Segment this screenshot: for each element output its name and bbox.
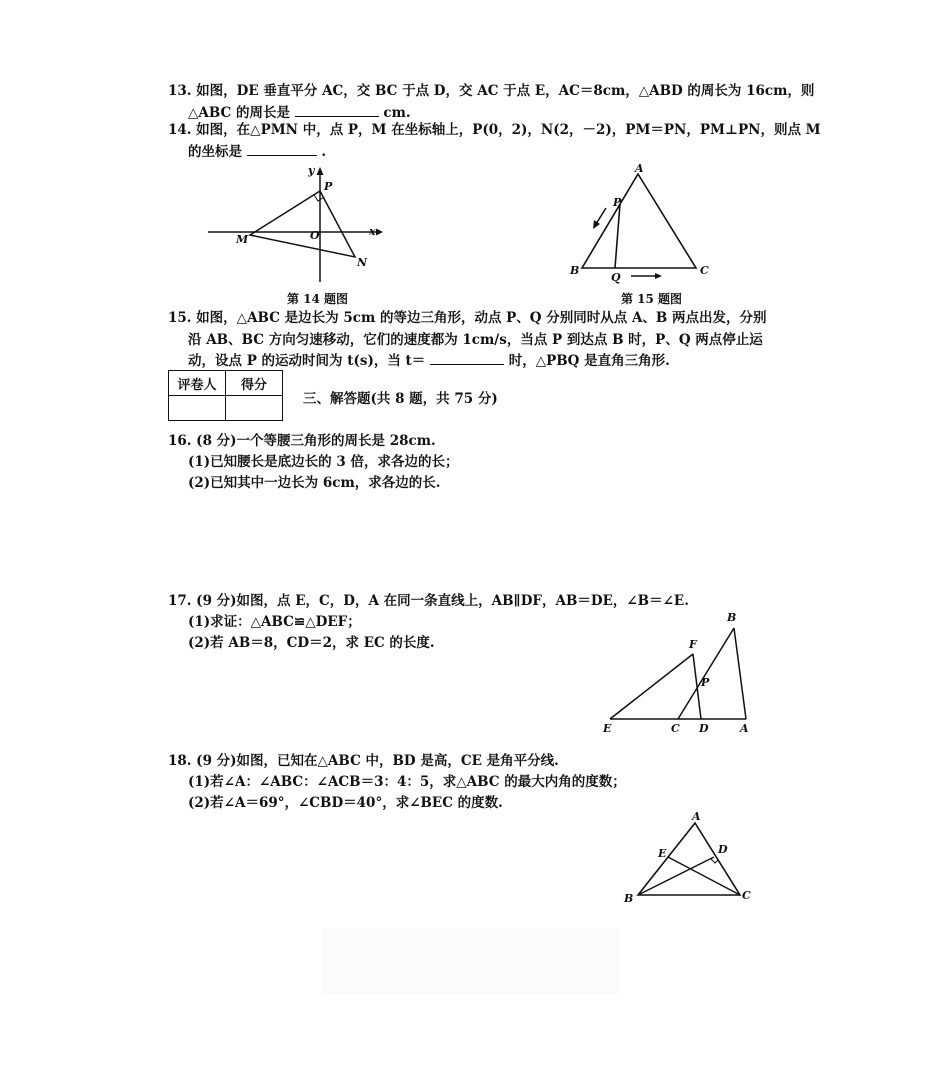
- q14-line2-pre: 的坐标是: [188, 144, 242, 160]
- figure-14: [200, 158, 390, 292]
- q15-answer-blank[interactable]: [430, 352, 504, 365]
- q13-line2: [188, 104, 411, 122]
- q17-line2: (1)求证：△ABC≌△DEF；: [188, 614, 361, 630]
- q14-answer-blank[interactable]: [247, 143, 317, 156]
- q15-line2: 沿 AB、BC 方向匀速移动，它们的速度都为 1cm/s，当点 P 到达点 B 时，P、Q 两点停止运: [188, 332, 763, 348]
- fig18-label-c: C: [742, 889, 751, 902]
- q17-line3: (2)若 AB＝8，CD＝2，求 EC 的长度.: [188, 635, 435, 651]
- fig17-label-e: E: [603, 722, 612, 735]
- q13-line2-post: cm.: [383, 105, 411, 121]
- q13-line1: 13. 如图，DE 垂直平分 AC，交 BC 于点 D，交 AC 于点 E，AC＝8cm，△ABD 的周长为 16cm，则: [168, 83, 815, 99]
- q14-line2-post: .: [321, 144, 327, 160]
- fig14-caption: 第 14 题图: [287, 292, 349, 306]
- fig15-label-p: P: [613, 196, 622, 209]
- fig14-x-arrow: [376, 229, 383, 236]
- section-3-title: 三、解答题(共 8 题，共 75 分): [303, 391, 498, 407]
- fig14-label-x: x: [369, 225, 376, 238]
- fig17-segment-ba: [734, 628, 746, 719]
- figure-18: [618, 805, 758, 914]
- fig14-y-arrow: [317, 167, 324, 175]
- fig15-caption: 第 15 题图: [621, 292, 683, 306]
- fig14-label-n: N: [357, 256, 368, 269]
- fig15-label-a: A: [635, 162, 644, 175]
- fig17-segment-fd: [693, 654, 701, 719]
- q13-line2-pre: △ABC 的周长是: [188, 105, 290, 121]
- fig18-label-e: E: [658, 847, 667, 860]
- fig17-label-f: F: [689, 638, 697, 651]
- fig14-label-p: P: [324, 180, 333, 193]
- fig14-label-o: O: [310, 229, 320, 242]
- figure-17: [598, 608, 768, 742]
- fig17-label-d: D: [699, 722, 709, 735]
- score-table-header-grader: 评卷人: [169, 371, 226, 396]
- q16-line1: 16. (8 分)一个等腰三角形的周长是 28cm.: [168, 433, 436, 449]
- fig14-triangle-pmn: [250, 191, 355, 257]
- fig18-label-b: B: [624, 892, 634, 905]
- score-table-score-cell[interactable]: [226, 396, 283, 421]
- q18-line3: (2)若∠A＝69°，∠CBD＝40°，求∠BEC 的度数.: [188, 795, 503, 811]
- fig15-arrowhead-p: [593, 220, 600, 229]
- fig15-label-c: C: [700, 264, 709, 277]
- score-table-header-score: 得分: [226, 371, 283, 396]
- fig15-label-q: Q: [611, 271, 621, 284]
- faint-blank-region: [322, 928, 620, 994]
- fig17-label-a: A: [740, 722, 749, 735]
- fig15-triangle-abc: [582, 174, 696, 268]
- fig17-label-c: C: [671, 722, 680, 735]
- score-table-grader-cell[interactable]: [169, 396, 226, 421]
- q15-line3-pre: 动，设点 P 的运动时间为 t(s)，当 t＝: [188, 353, 426, 369]
- fig17-segment-bc: [678, 628, 734, 719]
- q15-line3-post: 时，△PBQ 是直角三角形.: [508, 353, 670, 369]
- q16-line2: (1)已知腰长是底边长的 3 倍，求各边的长；: [188, 454, 459, 470]
- fig15-arrow-p: [596, 208, 606, 224]
- fig18-triangle-abc: [638, 823, 740, 895]
- q18-line2: (1)若∠A：∠ABC：∠ACB＝3：4：5，求△ABC 的最大内角的度数；: [188, 774, 626, 790]
- figure-15: [565, 158, 725, 287]
- q15-line3: [188, 352, 670, 370]
- fig15-arrowhead-q: [655, 273, 662, 279]
- q17-line1: 17. (9 分)如图，点 E，C，D，A 在同一条直线上，AB∥DF，AB＝DE，∠B＝∠E.: [168, 593, 689, 609]
- score-table: [168, 370, 283, 421]
- q16-line3: (2)已知其中一边长为 6cm，求各边的长.: [188, 475, 441, 491]
- q13-answer-blank[interactable]: [295, 104, 379, 117]
- fig15-segment-pq: [615, 204, 620, 268]
- fig17-label-p: P: [701, 676, 710, 689]
- fig14-label-y: y: [308, 164, 315, 177]
- q15-line1: 15. 如图，△ABC 是边长为 5cm 的等边三角形，动点 P、Q 分别同时从点 A、B 两点出发，分别: [168, 310, 767, 326]
- fig18-label-d: D: [718, 843, 728, 856]
- fig17-label-b: B: [727, 611, 737, 624]
- fig14-label-m: M: [236, 233, 249, 246]
- q14-line1: 14. 如图，在△PMN 中，点 P，M 在坐标轴上，P(0，2)，N(2，－2)，PM＝PN，PM⊥PN，则点 M: [168, 122, 821, 138]
- fig18-label-a: A: [692, 810, 701, 823]
- fig17-segment-ef: [610, 654, 693, 719]
- fig15-label-b: B: [570, 264, 580, 277]
- q18-line1: 18. (9 分)如图，已知在△ABC 中，BD 是高，CE 是角平分线.: [168, 753, 559, 769]
